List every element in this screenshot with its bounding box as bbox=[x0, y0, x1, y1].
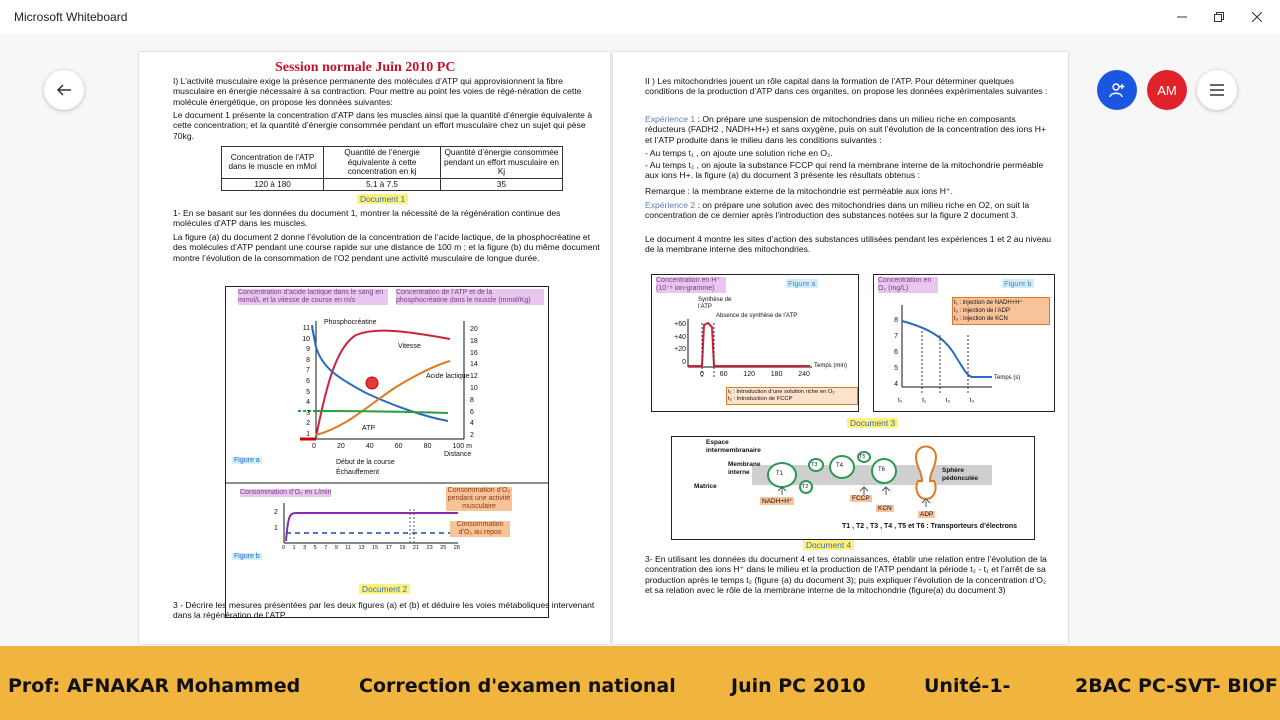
window-titlebar bbox=[0, 0, 1280, 35]
tick-label: 13 bbox=[358, 545, 365, 551]
fig3b-tag: Figure b bbox=[1004, 279, 1032, 288]
menu-button[interactable] bbox=[1197, 70, 1237, 110]
fig3a-ylabel: Concentration en H⁺ (10⁻⁸ ion-gramme) bbox=[656, 277, 726, 293]
fig3b-y-axis bbox=[884, 313, 898, 393]
tick-label: 1 bbox=[274, 525, 278, 532]
figure-a-tag: Figure a bbox=[234, 457, 260, 464]
tick-label: +60 bbox=[674, 321, 686, 328]
legend-item: t₂ : injection de l’ADP bbox=[954, 308, 1011, 314]
part2-intro: II ) Les mitochondries jouent un rôle capital dans la formation de l’ATP. Pour déterminer quelques conditions de la production d’ATP dans ces organites, on propose les données expérimentales suivantes : bbox=[645, 76, 1048, 97]
tick-label: 0 bbox=[282, 545, 286, 551]
experience-2-body: : on prépare une solution avec des mitochondries dans un milieu riche en O2, on suit la concentration de ce dernier après l’introduction des substances notées sur la figure 2 document 3. bbox=[645, 200, 1030, 221]
tick-label: 20 bbox=[470, 326, 478, 333]
doc2-label: Document 2 bbox=[359, 584, 410, 594]
fig3b-chart bbox=[874, 275, 1054, 411]
phosphocreatine-label: Phosphocréatine bbox=[324, 319, 377, 326]
fig3b-ylabel: Concentration en O₂ (mg/L) bbox=[878, 277, 938, 293]
figure-a-right-axis bbox=[470, 324, 490, 442]
question-3-left: 3 - Décrire les mesures présentées par les deux figures (a) et (b) et déduire les voies métaboliques intervenant dans la régénération de l’ATP. bbox=[173, 600, 595, 621]
tick-label: 8 bbox=[306, 356, 310, 364]
figure-b-title: Consommation d’O₂ en L/min bbox=[240, 489, 332, 496]
tick-label: 6 bbox=[470, 408, 474, 416]
question-3-right: 3- En utilisant les données du document 4 et tes connaissances, établir une relation entre l’évolution de la concentration des ions H⁺ dans le milieu et la production de l’ATP pendant la période t₂ - t₁ et l’arrêt de sa production après le temps t₂ (figure (a) du document 3); puis expliquer l’évolution de la concentration d’O₂ et sa relation avec le rôle de la membrane interne de la mitochondrie (figure(a) du document 3) bbox=[645, 554, 1047, 596]
debut-course-label: Début de la course bbox=[336, 459, 395, 466]
tick-label: 0 bbox=[700, 371, 704, 378]
fig3a-tag: Figure a bbox=[788, 279, 816, 288]
tick-label: 2 bbox=[274, 509, 278, 516]
tick-label: 2 bbox=[470, 432, 474, 440]
tick-label: 10 bbox=[470, 384, 478, 392]
banner-unite: Unité-1- bbox=[924, 675, 1011, 697]
tick-label: 0 bbox=[312, 443, 316, 450]
transporter-label: T3 bbox=[811, 462, 818, 468]
tick-label: t₀ bbox=[898, 397, 903, 404]
doc4-nadh-label: NADH+H⁺ bbox=[762, 498, 793, 505]
exam-page-left bbox=[139, 52, 610, 644]
banner-correction: Correction d'examen national bbox=[359, 675, 676, 697]
tick-label: 25 bbox=[440, 545, 447, 551]
remarque: Remarque : la membrane externe de la mitochondrie est perméable aux ions H⁺. bbox=[645, 186, 953, 196]
atp-label: ATP bbox=[362, 425, 376, 432]
tick-label: 3 bbox=[306, 409, 310, 417]
figure-a-chart bbox=[226, 287, 548, 617]
doc4-espace-label: Espace intermembranaire bbox=[706, 439, 761, 454]
back-button[interactable] bbox=[44, 70, 84, 110]
tick-label: 9 bbox=[306, 346, 310, 354]
doc1-description: Le document 1 présente la concentration d’ATP dans les muscles ainsi que la quantité d’énergie équivalente à cette concentration; et la quantité d’énergie consommée pendant un effort musculaire chez un sujet qui pèse 70kg. bbox=[173, 110, 593, 141]
tick-label: 19 bbox=[399, 545, 406, 551]
tick-label: +40 bbox=[674, 333, 686, 341]
tick-label: 7 bbox=[306, 367, 310, 375]
tick-label: 4 bbox=[470, 420, 474, 428]
banner-session: Juin PC 2010 bbox=[731, 675, 866, 697]
doc4-figure bbox=[671, 436, 1035, 540]
tick-label: 11 bbox=[345, 545, 351, 551]
figure-a-x-axis bbox=[312, 443, 472, 450]
tick-label: 7 bbox=[324, 545, 328, 551]
tick-label: 21 bbox=[412, 545, 420, 551]
fig3a-x-axis bbox=[700, 371, 810, 378]
doc4-adp-label: ADP bbox=[920, 511, 934, 518]
tick-label: 3 bbox=[303, 545, 307, 551]
table-header: Quantité de l’énergie équivalente à cette concentration en kj bbox=[324, 147, 441, 179]
tick-label: 5 bbox=[313, 545, 317, 551]
fig3a-absence-label: Absence de synthèse de l’ATP bbox=[716, 313, 798, 319]
intro-paragraph: I) L’activité musculaire exige la présence permanente des molécules d’ATP qui approvisionnent la fibre musculaire en énergie nécessaire à sa contraction. Pour mettre au point les voies de régé-nération de cette molécule énergétique, on propose les données suivantes: bbox=[173, 76, 582, 107]
doc4-description: Le document 4 montre les sites d’action des substances utilisées pendant les expériences 1 et 2 au niveau de la membrane interne des mitochondries. bbox=[645, 234, 1052, 255]
echauffement-label: Échauffement bbox=[336, 469, 380, 476]
tick-label: 23 bbox=[426, 545, 433, 551]
doc3-figure-b bbox=[873, 274, 1055, 412]
legend-t2: t₂ : Introduction de FCCP bbox=[728, 396, 793, 402]
tick-label: 40 bbox=[365, 443, 374, 450]
hamburger-icon bbox=[1209, 84, 1225, 96]
tick-label: 240 bbox=[798, 371, 810, 378]
fig3b-x-label: Temps (s) bbox=[994, 375, 1021, 381]
doc4-caption: T1 , T2 , T3 , T4 , T5 et T6 : Transporteurs d’électrons bbox=[842, 523, 1018, 530]
doc4-sphere-label: Sphère pédonculée bbox=[942, 467, 979, 482]
whiteboard-canvas[interactable] bbox=[0, 34, 1280, 646]
tick-label: 7 bbox=[894, 333, 898, 340]
table-header: Concentration de l’ATP dans le muscle en mMol bbox=[222, 147, 324, 179]
fig3b-x-axis bbox=[898, 397, 974, 404]
user-avatar[interactable]: AM bbox=[1147, 70, 1187, 110]
experience-2-heading: Expérience 2 bbox=[645, 200, 696, 210]
exam-title: Session normale Juin 2010 PC bbox=[275, 60, 456, 75]
tick-label: 8 bbox=[894, 317, 898, 324]
tick-label: 9 bbox=[334, 545, 338, 551]
tick-label: t₁ bbox=[922, 397, 927, 404]
tick-label: 80 bbox=[423, 443, 432, 450]
tick-label: 1 bbox=[292, 545, 296, 551]
doc2-figure-frame bbox=[225, 286, 549, 618]
fig3a-y-axis bbox=[666, 319, 686, 369]
tick-label: 5 bbox=[894, 365, 898, 372]
table-cell: 120 à 180 bbox=[222, 178, 324, 191]
banner-level: 2BAC PC-SVT- BIOF bbox=[1075, 675, 1278, 697]
tick-label: 14 bbox=[470, 361, 478, 369]
doc1-table bbox=[221, 146, 563, 191]
table-header: Quantité d’énergie consommée pendant un effort musculaire en Kj bbox=[440, 147, 562, 179]
experience-1-t2: - Au temps t₂ , on ajoute la substance FCCP qui rend la membrane interne de la mitochondrie perméable aux ions H+. la figure (a) du document 3 présente les résultats obtenus : bbox=[645, 160, 1044, 181]
add-person-icon bbox=[1108, 81, 1126, 99]
experience-1-body: : On prépare une suspension de mitochondries dans un milieu riche en composants réducteurs (FADH2 , NADH+H+) et sans oxygène, puis on suit l’évolution de la concentration des ions H+ et l’ATP produite dans le milieu dans les conditions suivantes : bbox=[645, 114, 1047, 145]
experience-2 bbox=[645, 200, 1055, 221]
vitesse-label: Vitesse bbox=[398, 343, 421, 350]
tick-label: t₃ bbox=[969, 397, 974, 404]
tick-label: 180 bbox=[770, 371, 783, 378]
transporter-label: T4 bbox=[836, 463, 844, 469]
banner-prof: Prof: AFNAKAR Mohammed bbox=[8, 675, 301, 697]
fig3a-synthese-label: Synthèse de l’ATP bbox=[698, 297, 732, 310]
tick-label: 20 bbox=[336, 443, 345, 450]
invite-button[interactable] bbox=[1097, 70, 1137, 110]
tick-label: 1 bbox=[306, 430, 310, 438]
legend-t1: t₁ : Introduction d’une solution riche en O₂ bbox=[728, 389, 835, 395]
figure-b-repos-label: Consommation d’O₂ au repos bbox=[450, 521, 510, 537]
tick-label: 60 bbox=[719, 371, 728, 378]
close-icon[interactable] bbox=[1238, 0, 1276, 34]
tick-label: 4 bbox=[306, 399, 310, 407]
figure-a-left-legend: Concentration d’acide lactique dans le sang en mmol/L et la vitesse de course en m/s bbox=[238, 289, 388, 305]
tick-label: 17 bbox=[385, 545, 392, 551]
doc3-label: Document 3 bbox=[847, 418, 898, 428]
exam-page-right bbox=[613, 52, 1068, 644]
arrow-left-icon bbox=[56, 83, 72, 97]
doc4-kcn-label: KCN bbox=[878, 505, 892, 512]
minimize-icon[interactable] bbox=[1163, 0, 1201, 34]
tick-label: 6 bbox=[306, 377, 310, 385]
figure-b-tag: Figure b bbox=[234, 553, 260, 560]
course-banner bbox=[0, 646, 1280, 720]
legend-item: t₃ : injection de KCN bbox=[954, 316, 1008, 322]
tick-label: 2 bbox=[306, 420, 310, 428]
table-cell: 35 bbox=[440, 178, 562, 191]
experience-1 bbox=[645, 114, 1055, 145]
tick-label: 60 bbox=[394, 443, 403, 450]
doc3-figure-a bbox=[651, 274, 859, 412]
fig3a-legend bbox=[726, 387, 858, 405]
doc4-fccp-label: FCCP bbox=[852, 495, 870, 502]
question-1: 1- En se basant sur les données du document 1, montrer la nécessité de la régénération continue des molécules d’ATP dans les muscles. bbox=[173, 208, 561, 229]
figure-a-left-axis bbox=[290, 324, 310, 441]
figure-a-x-label: Distance bbox=[444, 451, 472, 458]
tick-label: 12 bbox=[470, 373, 478, 381]
tick-label: 10 bbox=[302, 335, 310, 343]
tick-label: 8 bbox=[470, 396, 474, 404]
tick-label: 120 bbox=[743, 371, 755, 378]
tick-label: 16 bbox=[470, 349, 478, 357]
fig3a-x-label: Temps (min) bbox=[814, 363, 848, 369]
figure-a-right-legend: Concentration de l’ATP et de la phosphocréatine dans le muscle (mmol/Kg) bbox=[396, 289, 544, 305]
tick-label: 100 m bbox=[452, 443, 472, 450]
tick-label: 11 bbox=[302, 325, 310, 332]
doc4-matrice-label: Matrice bbox=[694, 483, 717, 490]
tick-label: 6 bbox=[894, 349, 898, 356]
app-title: Microsoft Whiteboard bbox=[14, 10, 128, 24]
table-cell: 5.1 à 7.5 bbox=[324, 178, 441, 191]
tick-label: t₂ bbox=[945, 397, 950, 404]
doc2-description: La figure (a) du document 2 donne l’évolution de la concentration de l’acide lactique, de la phosphocréatine et des molécules d’ATP pendant une course rapide sur une distance de 100 m ; et la figure (b) du même document montre l’évolution de la consommation de l’O2 pendant une activité musculaire de longue durée. bbox=[173, 232, 600, 263]
tick-label: +20 bbox=[674, 346, 686, 353]
legend-item: t₁ : injection de NADH+H⁺ bbox=[954, 300, 1023, 306]
transporter-label: T2 bbox=[802, 484, 809, 490]
transporter-label: T5 bbox=[859, 454, 866, 460]
transporter-label: T1 bbox=[776, 471, 784, 477]
transporter-label: T6 bbox=[878, 467, 886, 473]
tick-label: 28 bbox=[453, 545, 460, 551]
tick-label: 5 bbox=[306, 388, 310, 396]
figure-b-effort-label: Consommation d’O₂ pendant une activité musculaire bbox=[447, 487, 511, 510]
experience-1-heading: Expérience 1 bbox=[645, 114, 696, 124]
doc4-membrane-label: Membrane interne bbox=[728, 461, 761, 476]
tick-label: 18 bbox=[470, 337, 478, 345]
doc4-label: Document 4 bbox=[803, 540, 854, 550]
figure-b-x-axis bbox=[282, 545, 460, 551]
restore-icon[interactable] bbox=[1200, 0, 1238, 34]
tick-label: 15 bbox=[372, 545, 379, 551]
acide-lactique-label: Acide lactique bbox=[426, 373, 470, 380]
experience-1-t1: - Au temps t₁ , on ajoute une solution riche en O₂. bbox=[645, 148, 833, 158]
tick-label: 0 bbox=[682, 358, 686, 366]
doc1-label: Document 1 bbox=[357, 194, 408, 204]
tick-label: 4 bbox=[894, 381, 898, 388]
